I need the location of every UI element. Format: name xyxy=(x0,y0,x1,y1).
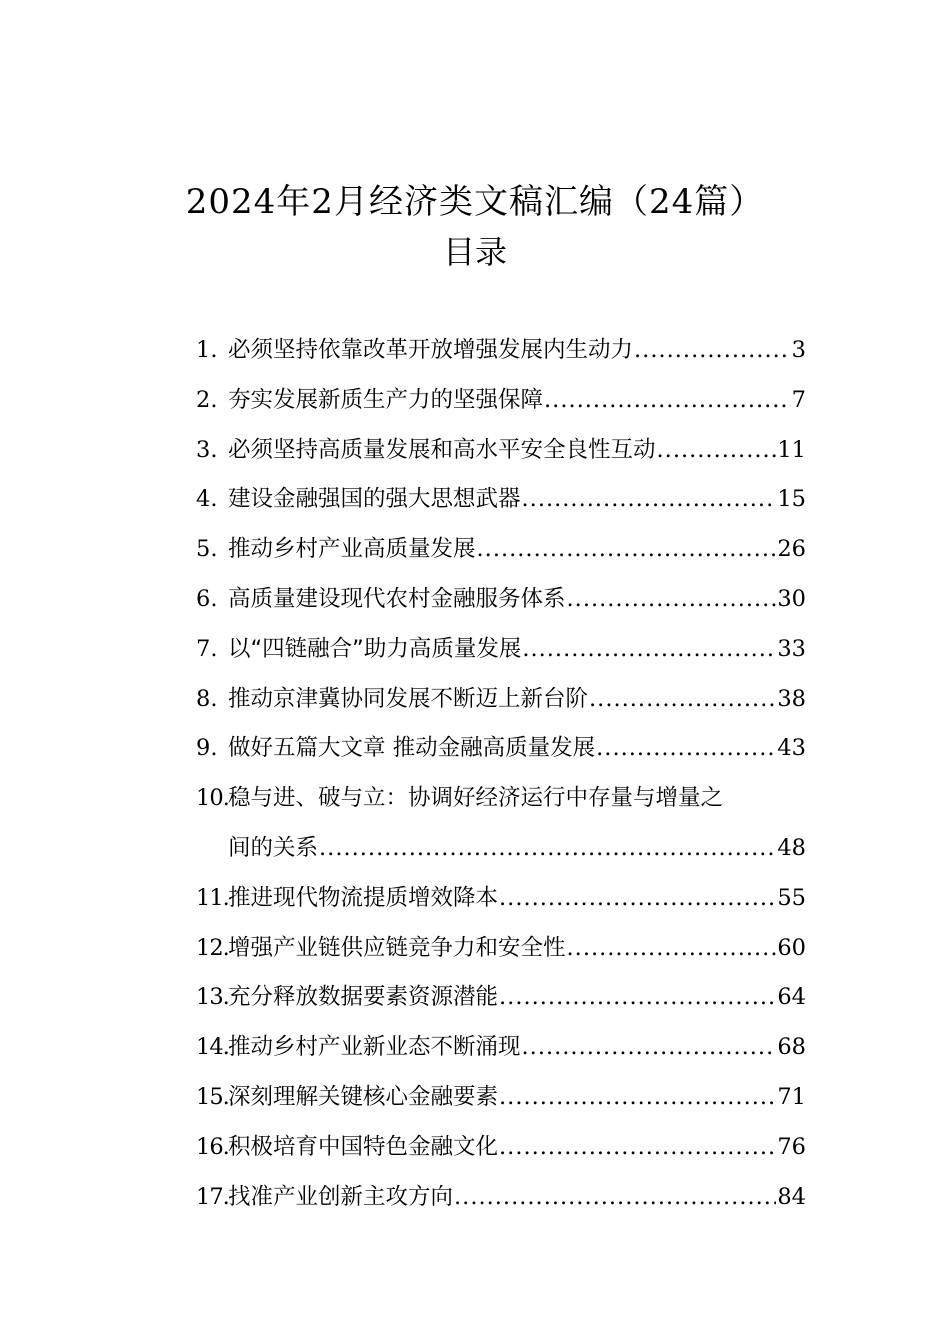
toc-entry[interactable] xyxy=(196,475,806,525)
table-of-contents xyxy=(196,326,806,1222)
toc-entry[interactable] xyxy=(196,326,806,376)
toc-entry-page: 55 xyxy=(777,884,806,911)
toc-entry-page: 3 xyxy=(791,337,806,363)
toc-entry-page: 43 xyxy=(777,735,806,762)
toc-dot-leader xyxy=(596,724,776,774)
toc-entry-title: 积极培育中国特色金融文化 xyxy=(228,1133,499,1160)
toc-entry-number: 3. xyxy=(196,436,218,463)
toc-dot-leader xyxy=(499,874,776,924)
toc-dot-leader xyxy=(657,426,777,476)
toc-entry-page: 38 xyxy=(777,685,806,712)
toc-dot-leader xyxy=(319,824,776,874)
toc-dot-leader xyxy=(499,973,776,1023)
toc-entry-title: 推动乡村产业新业态不断涌现 xyxy=(228,1034,521,1061)
toc-dot-leader xyxy=(567,575,777,625)
toc-dot-leader xyxy=(567,924,777,974)
toc-entry-number: 14. xyxy=(196,1034,229,1061)
toc-entry[interactable] xyxy=(196,874,806,924)
toc-entry-number: 4. xyxy=(196,486,218,513)
toc-entry[interactable] xyxy=(196,525,806,575)
toc-dot-leader xyxy=(544,376,791,426)
toc-entry-page: 84 xyxy=(777,1183,806,1210)
toc-dot-leader xyxy=(522,625,776,675)
toc-dot-leader xyxy=(499,1073,776,1123)
toc-entry-number: 15. xyxy=(196,1083,229,1110)
toc-entry[interactable] xyxy=(196,625,806,675)
toc-entry-page: 30 xyxy=(777,585,806,612)
document-title: 2024年2月经济类文稿汇编（24篇） xyxy=(185,182,765,222)
toc-entry-page: 11 xyxy=(777,436,806,463)
toc-entry-number: 16. xyxy=(196,1133,229,1160)
toc-entry-line-2 xyxy=(196,824,806,874)
toc-entry[interactable] xyxy=(196,426,806,476)
toc-entry-number: 10. xyxy=(196,785,229,812)
toc-entry[interactable] xyxy=(196,1173,806,1223)
toc-dot-leader xyxy=(477,525,777,575)
toc-dot-leader xyxy=(499,1123,776,1173)
toc-entry-title: 以“四链融合”助力高质量发展 xyxy=(228,635,522,662)
toc-entry-page: 26 xyxy=(777,536,806,563)
toc-entry-number: 11. xyxy=(196,884,229,911)
toc-entry-page: 76 xyxy=(777,1133,806,1160)
toc-entry-page: 48 xyxy=(777,834,806,861)
toc-entry-title: 高质量建设现代农村金融服务体系 xyxy=(228,585,566,612)
toc-dot-leader xyxy=(522,1023,777,1073)
toc-entry-title: 夯实发展新质生产力的坚强保障 xyxy=(228,386,544,413)
toc-entry-number: 9. xyxy=(196,735,218,762)
toc-entry-page: 15 xyxy=(777,486,806,513)
toc-entry-title: 推动京津冀协同发展不断迈上新台阶 xyxy=(228,685,589,712)
toc-entry-line-1 xyxy=(196,774,806,824)
toc-entry-title-continued: 间的关系 xyxy=(228,834,319,861)
toc-entry[interactable] xyxy=(196,575,806,625)
toc-entry[interactable] xyxy=(196,924,806,974)
toc-entry[interactable] xyxy=(196,1073,806,1123)
toc-dot-leader xyxy=(634,326,791,376)
toc-entry-number: 1. xyxy=(196,337,218,363)
toc-entry-number: 7. xyxy=(196,635,218,662)
toc-entry-title: 必须坚持高质量发展和高水平安全良性互动 xyxy=(228,436,656,463)
toc-dot-leader xyxy=(454,1173,776,1223)
toc-entry-page: 71 xyxy=(777,1083,806,1110)
toc-entry-title: 建设金融强国的强大思想武器 xyxy=(228,486,521,513)
toc-entry-title: 找准产业创新主攻方向 xyxy=(228,1183,454,1210)
toc-entry-page: 68 xyxy=(777,1034,806,1061)
toc-entry[interactable] xyxy=(196,774,806,874)
toc-entry-number: 5. xyxy=(196,536,218,563)
toc-entry[interactable] xyxy=(196,675,806,725)
toc-entry-page: 64 xyxy=(777,984,806,1011)
toc-entry-number: 12. xyxy=(196,934,229,961)
toc-entry-number: 2. xyxy=(196,386,218,413)
toc-entry-number: 8. xyxy=(196,685,218,712)
toc-entry-title: 增强产业链供应链竞争力和安全性 xyxy=(228,934,566,961)
toc-entry-title: 推动乡村产业高质量发展 xyxy=(228,536,476,563)
toc-dot-leader xyxy=(522,475,777,525)
toc-entry[interactable] xyxy=(196,376,806,426)
toc-entry[interactable] xyxy=(196,973,806,1023)
toc-heading: 目录 xyxy=(442,233,507,271)
toc-entry-title: 推进现代物流提质增效降本 xyxy=(228,884,499,911)
toc-entry-page: 60 xyxy=(777,934,806,961)
toc-entry-title: 充分释放数据要素资源潜能 xyxy=(228,984,499,1011)
toc-entry-title: 做好五篇大文章 推动金融高质量发展 xyxy=(228,735,596,762)
toc-dot-leader xyxy=(589,675,776,725)
toc-entry-title: 必须坚持依靠改革开放增强发展内生动力 xyxy=(228,337,634,363)
toc-entry-number: 6. xyxy=(196,585,218,612)
toc-entry-title: 深刻理解关键核心金融要素 xyxy=(228,1083,499,1110)
toc-entry-page: 33 xyxy=(777,635,806,662)
toc-entry-page: 7 xyxy=(791,386,806,413)
toc-entry[interactable] xyxy=(196,724,806,774)
toc-entry-number: 17. xyxy=(196,1183,229,1210)
toc-entry-title: 稳与进、破与立：协调好经济运行中存量与增量之 xyxy=(228,785,724,812)
toc-entry[interactable] xyxy=(196,1023,806,1073)
toc-entry[interactable] xyxy=(196,1123,806,1173)
toc-entry-number: 13. xyxy=(196,984,229,1011)
